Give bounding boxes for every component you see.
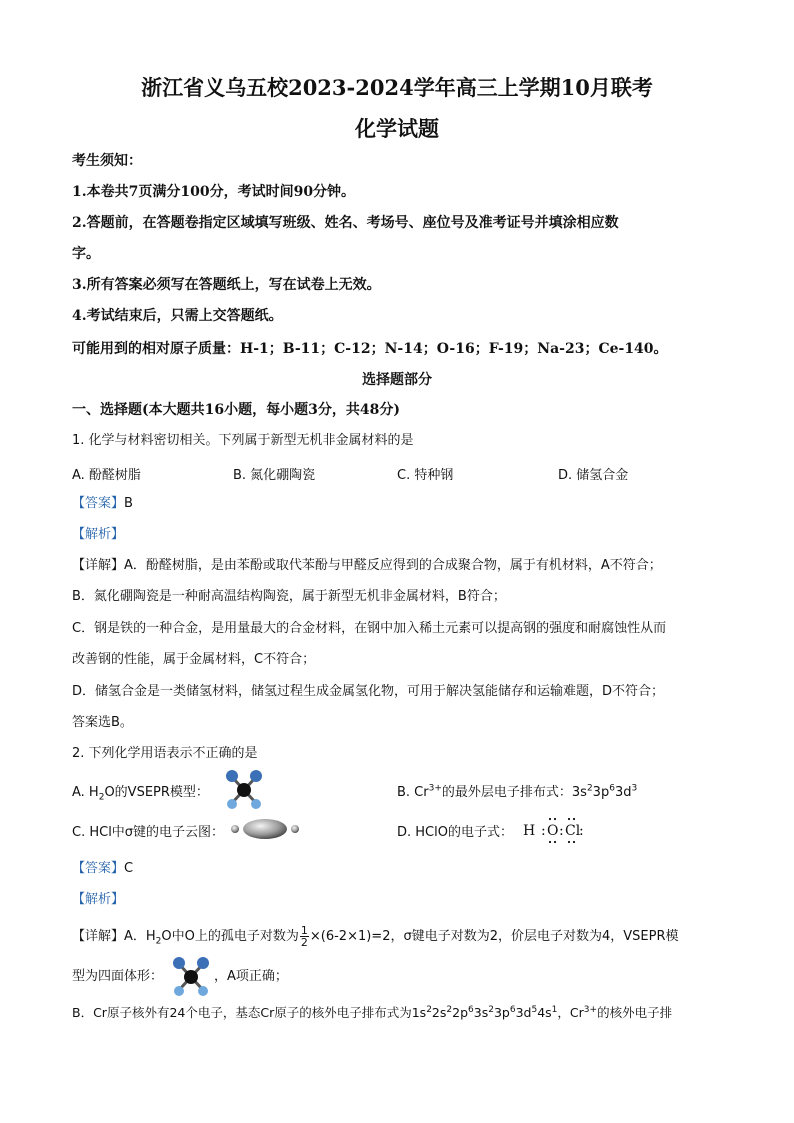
- q1-analysis-label: 【解析】: [72, 527, 125, 542]
- orbital-label: 3p: [493, 1005, 510, 1020]
- hclo-electron-formula-image: [521, 813, 585, 847]
- q2-option-b: B. $Cr^{3+}$的最外层电子排布式：$3s^23p^63d^3$: [397, 783, 638, 800]
- q2-detail-a-cont: 型为四面体形：: [72, 969, 164, 984]
- notice-item-1: 1.本卷共7页满分100分，考试时间90分钟。: [72, 184, 356, 200]
- orbital-label: 3s: [473, 1005, 489, 1020]
- q1-conclusion: 答案选B。: [72, 715, 133, 730]
- electron-count: 6: [509, 1004, 516, 1015]
- fraction: $\frac{1}{2}$: [300, 924, 308, 949]
- orbital-label: 4s: [537, 1005, 552, 1020]
- q2-answer: [72, 860, 133, 878]
- notice-item-2: 2.答题前，在答题卷指定区域填写班级、姓名、考场号、座位号及准考证号并填涂相应数: [72, 215, 619, 231]
- q1-answer: [72, 495, 133, 513]
- electron-count: 5: [531, 1004, 538, 1015]
- q1-detail-c: C．钢是铁的一种合金，是用量最大的合金材料，在钢中加入稀土元素可以提高钢的强度和耐腐蚀性从而: [72, 621, 667, 636]
- electron-count: 2: [446, 1004, 453, 1015]
- q2-option-c: C. HCl中σ键的电子云图：: [72, 825, 225, 840]
- section-heading: 一、选择题(本大题共16小题，每小题3分，共48分): [72, 402, 400, 418]
- electron-count: 2: [488, 1004, 494, 1015]
- q1-option-a: A. 酚醛树脂: [72, 468, 141, 483]
- orbital-label: 3d: [515, 1005, 532, 1020]
- section-title: 选择题部分: [362, 372, 432, 388]
- notice-item-2-cont: 字。: [72, 246, 100, 262]
- answer-value: B: [124, 496, 133, 511]
- svg-text::: :: [541, 823, 546, 839]
- svg-text:O: O: [547, 823, 559, 839]
- notice-item-4: 4.考试结束后，只需上交答题纸。: [72, 308, 283, 324]
- svg-text::: :: [559, 823, 564, 839]
- q1-option-c: C. 特种钢: [397, 468, 454, 483]
- q2-detail-a: 【详解】A．$H_2O$中O上的孤电子对数为 $\frac{1}{2}$ ×(6-2×1)=2，σ键电子对数为2，价层电子对数为4，VSEPR模: [72, 924, 679, 949]
- q2-detail-a-end: ，A项正确；: [214, 969, 288, 984]
- q1-detail-c-cont: 改善钢的性能，属于金属材料，C不符合；: [72, 652, 316, 667]
- q1-detail-b: B．氮化硼陶瓷是一种耐高温结构陶瓷，属于新型无机非金属材料，B符合；: [72, 589, 506, 604]
- exam-title: 浙江省义乌五校2023-2024学年高三上学期10月联考: [141, 75, 653, 100]
- answer-label: 【答案】: [72, 496, 125, 511]
- answer-label: 【答案】: [72, 861, 125, 876]
- sigma-bond-cloud-image: [229, 816, 303, 842]
- answer-value: C: [124, 861, 134, 876]
- electron-config: [426, 1005, 551, 1020]
- svg-text:H: H: [523, 823, 536, 839]
- orbital-label: 2p: [452, 1005, 469, 1020]
- q1-option-d: D. 储氢合金: [558, 468, 629, 483]
- q2-detail-b: B．Cr原子核外有24个电子，基态Cr原子的核外电子排布式为$1s^22s^22p^63s^23p^63d^54s^1$，$Cr^{3+}$的核外电子排: [72, 1004, 673, 1020]
- q1-option-b: B. 氮化硼陶瓷: [233, 468, 316, 483]
- q1-detail-d: D．储氢合金是一类储氢材料，储氢过程生成金属氢化物，可用于解决氢能储存和运输难题，D不符合；: [72, 684, 665, 699]
- notice-item-3: 3.所有答案必须写在答题纸上，写在试卷上无效。: [72, 277, 381, 293]
- atomic-masses: 可能用到的相对原子质量：H-1；B-11；C-12；N-14；O-16；F-19；Na-23；Ce-140。: [72, 341, 668, 357]
- electron-count: 2: [426, 1004, 432, 1015]
- q2-stem: 2. 下列化学用语表示不正确的是: [72, 746, 258, 761]
- svg-text:Cl: Cl: [565, 823, 581, 839]
- vsepr-model-image-2: [169, 955, 213, 999]
- svg-text::: :: [579, 823, 584, 839]
- orbital-label: 2s: [431, 1005, 447, 1020]
- vsepr-model-image: [222, 768, 266, 812]
- q1-stem: 1. 化学与材料密切相关。下列属于新型无机非金属材料的是: [72, 433, 414, 448]
- electron-count: 6: [468, 1004, 474, 1015]
- q2-option-a: A. $H_2O$的VSEPR模型：: [72, 785, 209, 803]
- q2-option-d: D. HClO的电子式：: [397, 825, 513, 840]
- exam-subtitle: 化学试题: [355, 116, 439, 141]
- notice-heading: 考生须知：: [72, 153, 142, 169]
- q1-detail-a: 【详解】A．酚醛树脂，是由苯酚或取代苯酚与甲醛反应得到的合成聚合物，属于有机材料，A不符合；: [72, 558, 662, 573]
- q2-analysis-label: 【解析】: [72, 892, 125, 907]
